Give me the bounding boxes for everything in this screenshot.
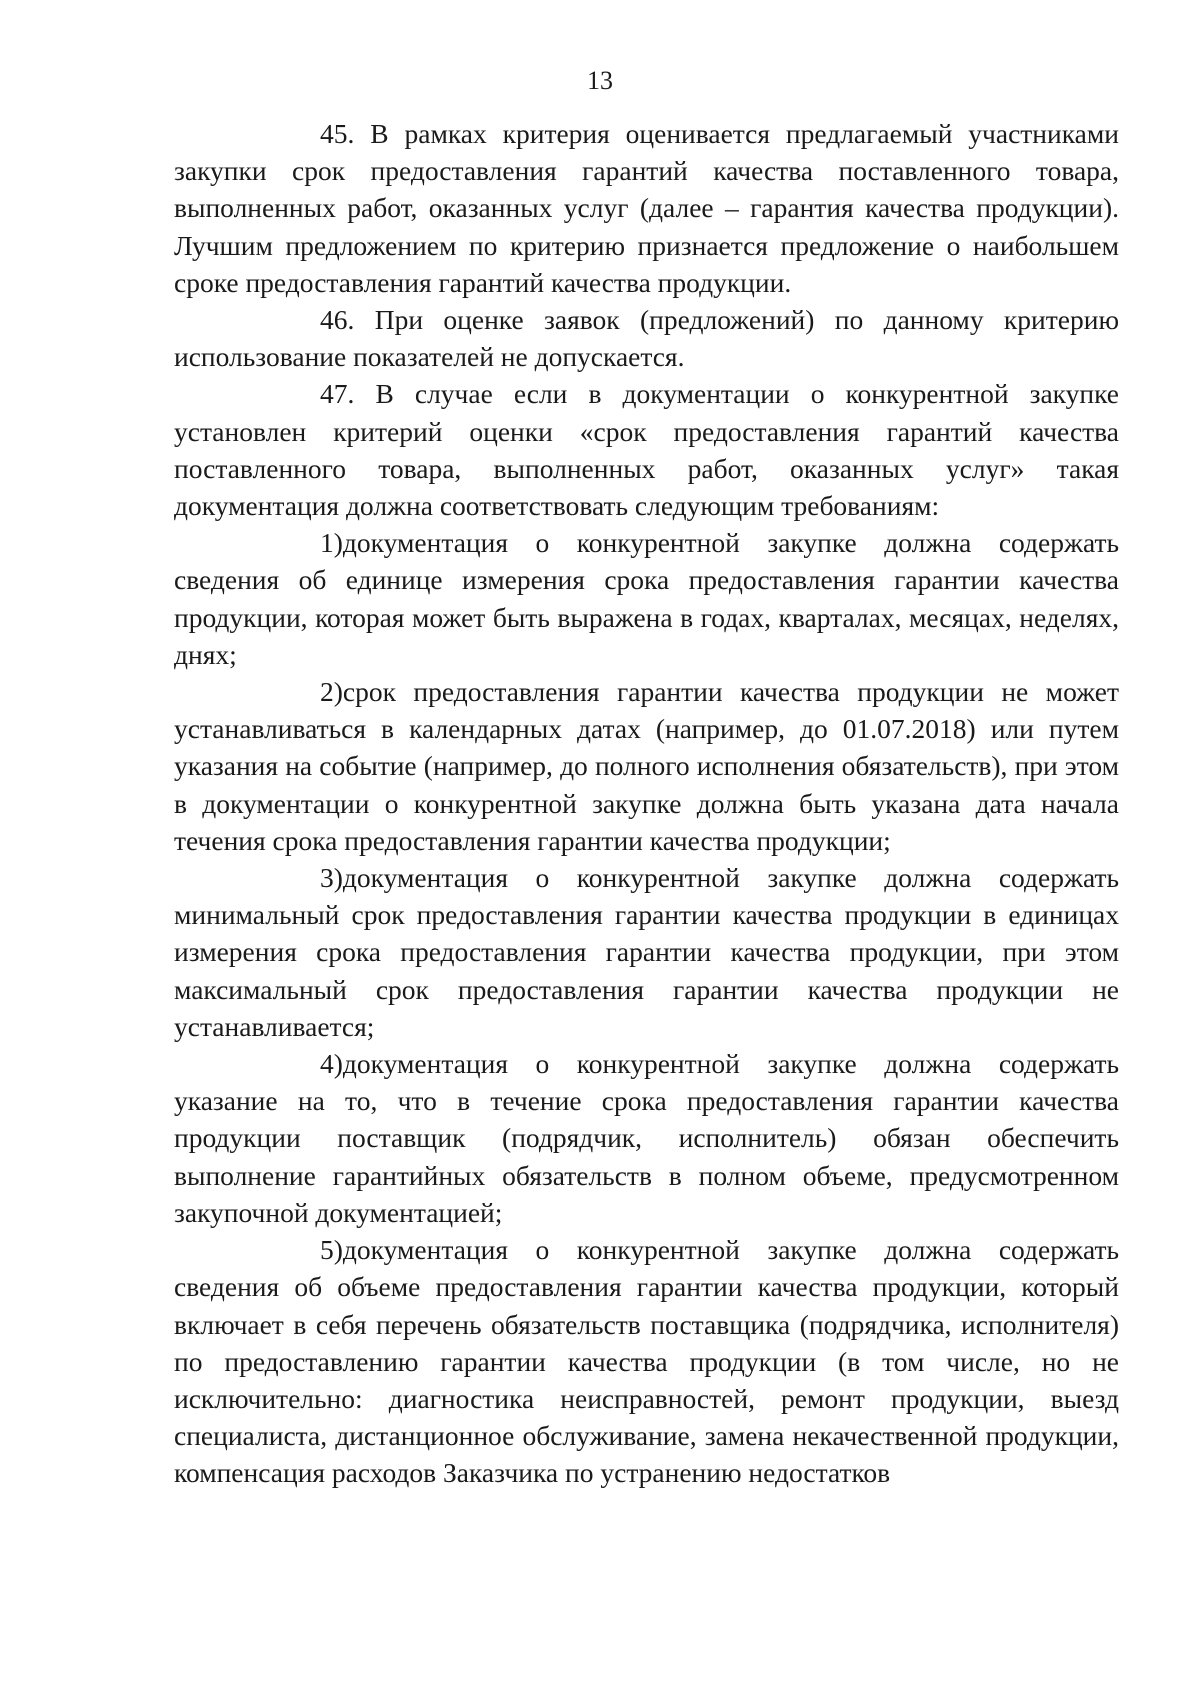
list-item-4: [174, 1045, 1119, 1231]
paragraph-47: [174, 375, 1119, 524]
list-item-text: документация о конкурентной закупке должна содержать указание на то, что в течение срока предоставления гарантии качества продукции поставщик (подрядчик, исполнитель) обязан обеспечить выполнение гарантийных обязательств в полном объеме, предусмотренном закупочной документацией;: [174, 1048, 1119, 1228]
document-body: [174, 115, 1119, 1492]
paragraph-text: В случае если в документации о конкурентной закупке установлен критерий оценки «срок предоставления гарантий качества поставленного товара, выполненных работ, оказанных услуг» такая документация должна соответствовать следующим требованиям:: [174, 378, 1120, 522]
list-item-number: 2): [320, 676, 343, 708]
page-number: 13: [587, 66, 613, 95]
list-item-5: [174, 1231, 1119, 1491]
list-item-1: [174, 524, 1119, 673]
paragraph-number: 47.: [320, 378, 355, 410]
list-item-number: 5): [320, 1234, 343, 1266]
paragraph-46: [174, 301, 1119, 375]
list-item-text: документация о конкурентной закупке должна содержать сведения об единице измерения срока предоставления гарантии качества продукции, которая может быть выражена в годах, кварталах, месяцах, неделях, днях;: [174, 527, 1119, 670]
paragraph-text: При оценке заявок (предложений) по данному критерию использование показателей не допускается.: [174, 304, 1119, 373]
paragraph-number: 46.: [320, 304, 355, 336]
list-item-number: 1): [320, 527, 343, 559]
list-item-number: 4): [320, 1048, 343, 1080]
list-item-2: [174, 673, 1119, 859]
list-item-number: 3): [320, 862, 343, 894]
list-item-text: срок предоставления гарантии качества продукции не может устанавливаться в календарных датах (например, до 01.07.2018) или путем указания на событие (например, до полного исполнения обязательств), при этом в документации о конкурентной закупке должна быть указана дата начала течения срока предоставления гарантии качества продукции;: [174, 676, 1119, 856]
paragraph-number: 45.: [320, 118, 355, 149]
list-item-text: документация о конкурентной закупке должна содержать минимальный срок предоставления гарантии качества продукции в единицах измерения срока предоставления гарантии качества продукции, при этом максимальный срок предоставления гарантии качества продукции не устанавливается;: [174, 862, 1119, 1042]
list-item-text: документация о конкурентной закупке должна содержать сведения об объеме предоставления гарантии качества продукции, который включает в себя перечень обязательств поставщика (подрядчика, исполнителя) по предоставлению гарантии качества продукции (в том числе, но не исключительно: диагностика неисправностей, ремонт продукции, выезд специалиста, дистанционное обслуживание, замена некачественной продукции, компенсация расходов Заказчика по устранению недостатков: [174, 1234, 1119, 1489]
paragraph-45: [174, 115, 1119, 301]
paragraph-text: В рамках критерия оценивается предлагаемый участниками закупки срок предоставления гарантий качества поставленного товара, выполненных работ, оказанных услуг (далее – гарантия качества продукции). Лучшим предложением по критерию признается предложение о наибольшем сроке предоставления гарантий качества продукции.: [174, 118, 1119, 298]
list-item-3: [174, 859, 1119, 1045]
